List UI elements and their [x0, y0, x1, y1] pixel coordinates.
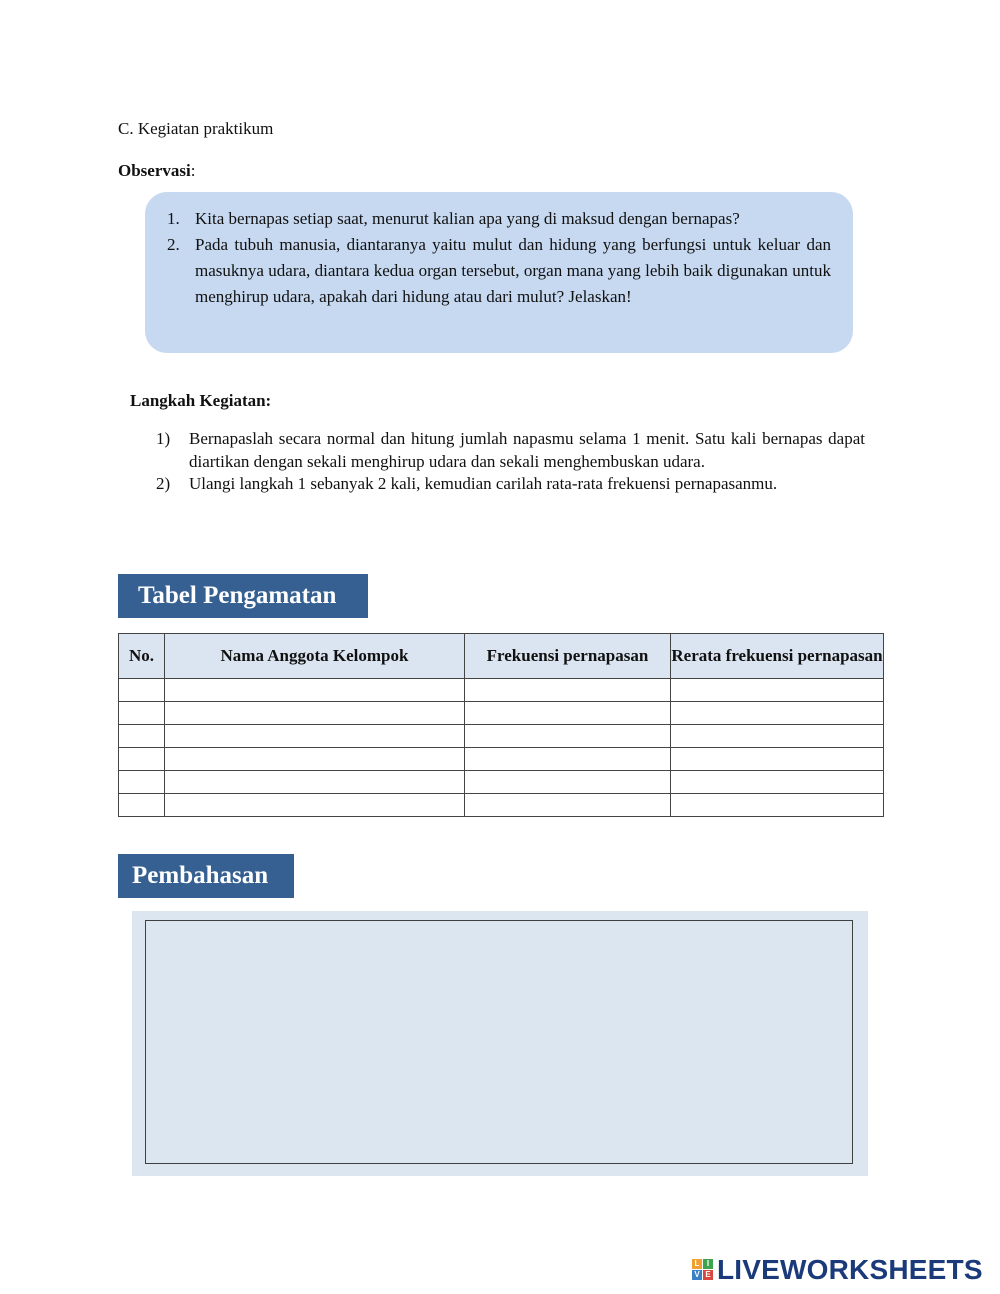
cell-average-frequency[interactable]	[671, 725, 884, 748]
header-breathing-frequency: Frekuensi pernapasan	[465, 634, 671, 679]
discussion-answer-box[interactable]	[145, 920, 853, 1164]
cell-average-frequency[interactable]	[671, 679, 884, 702]
observation-box	[145, 192, 853, 353]
observation-item	[167, 206, 831, 232]
cell-average-frequency[interactable]	[671, 702, 884, 725]
step-item-number: 1)	[156, 429, 171, 448]
cell-member-name[interactable]	[165, 748, 465, 771]
discussion-panel	[132, 911, 868, 1176]
cell-breathing-frequency[interactable]	[465, 702, 671, 725]
cell-breathing-frequency[interactable]	[465, 748, 671, 771]
table-row	[119, 702, 884, 725]
cell-breathing-frequency[interactable]	[465, 679, 671, 702]
observation-list	[167, 206, 831, 310]
cell-member-name[interactable]	[165, 771, 465, 794]
cell-average-frequency[interactable]	[671, 794, 884, 817]
logo-letter: V	[692, 1270, 702, 1280]
liveworksheets-logo-icon	[692, 1259, 714, 1281]
observation-item	[167, 232, 831, 310]
cell-member-name[interactable]	[165, 794, 465, 817]
table-row	[119, 771, 884, 794]
table-header-row	[119, 634, 884, 679]
cell-breathing-frequency[interactable]	[465, 794, 671, 817]
table-banner: Tabel Pengamatan	[118, 574, 368, 618]
observation-label	[118, 161, 195, 181]
table-body	[119, 679, 884, 817]
logo-letter: I	[703, 1259, 713, 1269]
cell-member-name[interactable]	[165, 702, 465, 725]
logo-letter: E	[703, 1270, 713, 1280]
step-item	[156, 428, 865, 473]
liveworksheets-wordmark: LIVEWORKSHEETS	[717, 1254, 983, 1285]
liveworksheets-branding	[692, 1253, 983, 1287]
header-average-frequency: Rerata frekuensi pernapasan	[671, 634, 884, 679]
header-member-name: Nama Anggota Kelompok	[165, 634, 465, 679]
cell-no[interactable]	[119, 725, 165, 748]
cell-no[interactable]	[119, 794, 165, 817]
observation-table	[118, 633, 884, 817]
observation-label-text: Observasi	[118, 161, 191, 180]
table-row	[119, 679, 884, 702]
cell-no[interactable]	[119, 702, 165, 725]
cell-average-frequency[interactable]	[671, 771, 884, 794]
cell-member-name[interactable]	[165, 679, 465, 702]
step-item	[156, 473, 865, 496]
step-item-number: 2)	[156, 474, 171, 493]
cell-no[interactable]	[119, 679, 165, 702]
step-item-text: Bernapaslah secara normal dan hitung jumlah napasmu selama 1 menit. Satu kali bernapas dapat diartikan dengan sekali menghirup udara dan sekali menghembuskan udara.	[189, 429, 865, 471]
observation-item-text: Pada tubuh manusia, diantaranya yaitu mulut dan hidung yang berfungsi untuk keluar dan masuknya udara, diantara kedua organ tersebut, organ mana yang lebih baik digunakan untuk menghirup udara, apakah dari hidung atau dari mulut? Jelaskan!	[195, 235, 831, 306]
header-no: No.	[119, 634, 165, 679]
table-row	[119, 725, 884, 748]
steps-list	[156, 428, 865, 496]
cell-no[interactable]	[119, 748, 165, 771]
observation-item-number: 2.	[167, 235, 180, 254]
steps-title: Langkah Kegiatan:	[130, 391, 272, 410]
observation-label-suffix: :	[190, 161, 196, 180]
cell-breathing-frequency[interactable]	[465, 725, 671, 748]
logo-letter: L	[692, 1259, 702, 1269]
observation-item-number: 1.	[167, 209, 180, 228]
observation-item-text: Kita bernapas setiap saat, menurut kalian apa yang di maksud dengan bernapas?	[195, 209, 740, 228]
cell-breathing-frequency[interactable]	[465, 771, 671, 794]
section-heading: C. Kegiatan praktikum	[118, 119, 274, 138]
cell-no[interactable]	[119, 771, 165, 794]
step-item-text: Ulangi langkah 1 sebanyak 2 kali, kemudian carilah rata-rata frekuensi pernapasanmu.	[189, 474, 778, 493]
cell-average-frequency[interactable]	[671, 748, 884, 771]
table-row	[119, 794, 884, 817]
cell-member-name[interactable]	[165, 725, 465, 748]
table-row	[119, 748, 884, 771]
discussion-banner: Pembahasan	[118, 854, 294, 898]
